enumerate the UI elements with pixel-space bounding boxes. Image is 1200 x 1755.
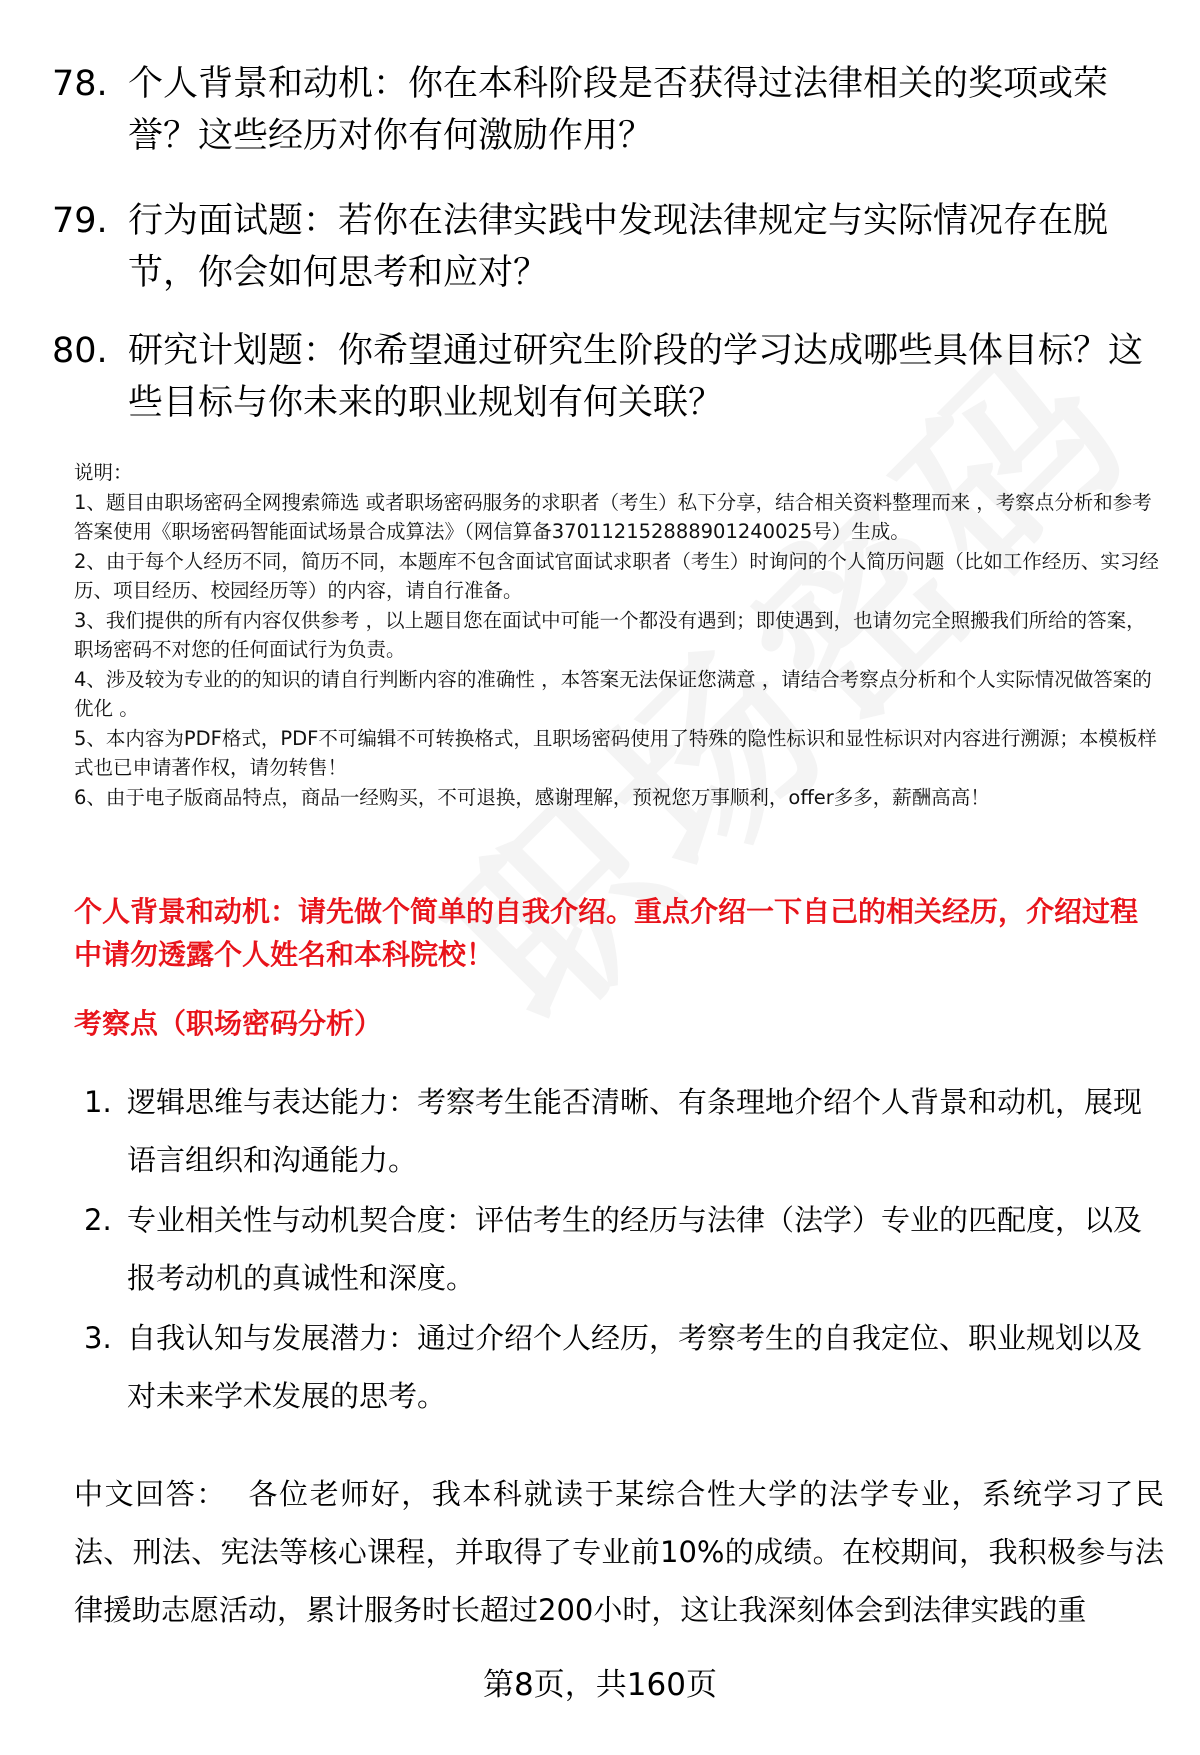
page-footer: 第8页，共160页 <box>483 1667 717 1703</box>
point-text: 专业相关性与动机契合度：评估考生的经历与法律（法学）专业的匹配度，以及报考动机的真诚性和深度。 <box>127 1203 1143 1295</box>
point-number: 3. <box>84 1321 112 1355</box>
note-item: 2、由于每个人经历不同，简历不同，本题库不包含面试官面试求职者（考生）时询问的个人简历问题（比如工作经历、实习经历、项目经历、校园经历等）的内容，请自行准备。 <box>74 549 1159 602</box>
answer-label: 中文回答： <box>74 1477 227 1511</box>
question-text: 行为面试题：若你在法律实践中发现法律规定与实际情况存在脱节，你会如何思考和应对？ <box>128 201 1109 293</box>
list-item <box>74 1191 1154 1307</box>
question-78 <box>52 58 1152 162</box>
highlight-question: 个人背景和动机：请先做个简单的自我介绍。重点介绍一下自己的相关经历，介绍过程中请勿透露个人姓名和本科院校！ <box>74 895 1139 971</box>
question-text: 个人背景和动机：你在本科阶段是否获得过法律相关的奖项或荣誉？这些经历对你有何激励作用？ <box>128 64 1109 156</box>
notes-section <box>74 458 1159 812</box>
question-number: 78. <box>52 64 108 104</box>
note-item: 4、涉及较为专业的的知识的请自行判断内容的准确性 ，本答案无法保证您满意 ，请结合考察点分析和个人实际情况做答案的优化 。 <box>74 667 1152 720</box>
note-item: 6、由于电子版商品特点，商品一经购买，不可退换，感谢理解，预祝您万事顺利，offer多多，薪酬高高！ <box>74 785 990 809</box>
question-number: 80. <box>52 331 108 371</box>
note-item: 3、我们提供的所有内容仅供参考 ，以上题目您在面试中可能一个都没有遇到；即使遇到，也请勿完全照搬我们所给的答案，职场密码不对您的任何面试行为负责。 <box>74 608 1146 661</box>
question-text: 研究计划题：你希望通过研究生阶段的学习达成哪些具体目标？这些目标与你未来的职业规划有何关联？ <box>128 331 1144 423</box>
point-text: 自我认知与发展潜力：通过介绍个人经历，考察考生的自我定位、职业规划以及对未来学术发展的思考。 <box>127 1321 1143 1413</box>
point-number: 2. <box>84 1203 112 1237</box>
note-item: 1、题目由职场密码全网搜索筛选 或者职场密码服务的求职者（考生）私下分享，结合相关资料整理而来 ，考察点分析和参考答案使用《职场密码智能面试场景合成算法》（网信算备370112152888901240025号）生成。 <box>74 490 1152 543</box>
answer-text: 各位老师好，我本科就读于某综合性大学的法学专业，系统学习了民法、刑法、宪法等核心课程，并取得了专业前10%的成绩。在校期间，我积极参与法律援助志愿活动，累计服务时长超过200小时，这让我深刻体会到法律实践的重 <box>74 1477 1164 1627</box>
note-item: 5、本内容为PDF格式，PDF不可编辑不可转换格式，且职场密码使用了特殊的隐性标识和显性标识对内容进行溯源；本模板样式也已申请著作权，请勿转售！ <box>74 726 1157 779</box>
analysis-points <box>74 1073 1154 1427</box>
question-79 <box>52 195 1152 299</box>
notes-title: 说明： <box>74 461 133 484</box>
answer-paragraph <box>74 1465 1164 1639</box>
point-number: 1. <box>84 1085 112 1119</box>
question-80 <box>52 325 1152 429</box>
analysis-heading: 考察点（职场密码分析） <box>74 1007 383 1040</box>
list-item <box>74 1073 1154 1189</box>
question-number: 79. <box>52 201 108 241</box>
list-item <box>74 1309 1154 1425</box>
point-text: 逻辑思维与表达能力：考察考生能否清晰、有条理地介绍个人背景和动机，展现语言组织和沟通能力。 <box>127 1085 1143 1177</box>
